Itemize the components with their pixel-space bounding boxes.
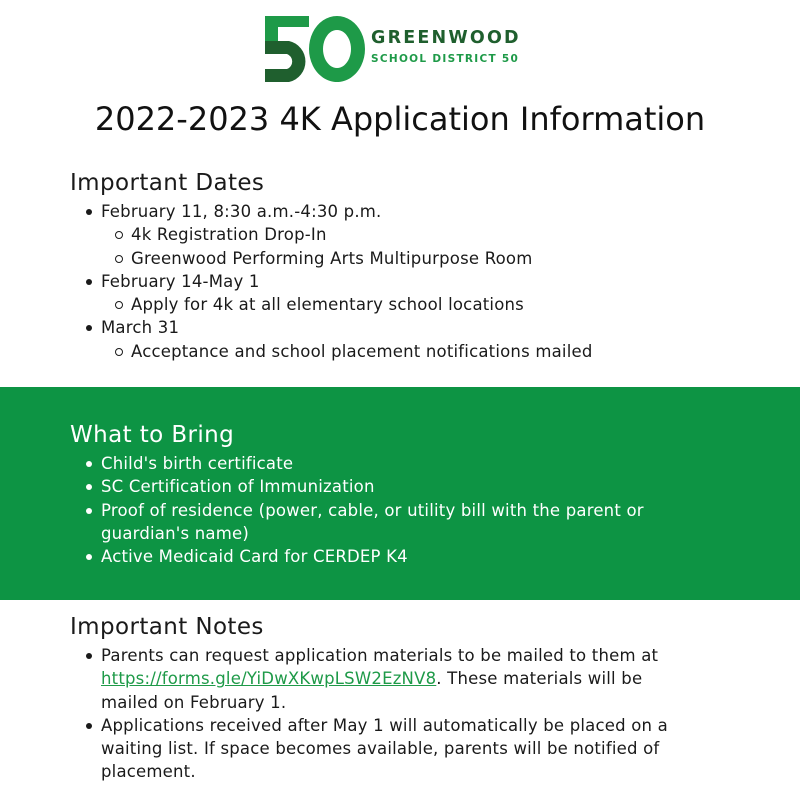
note-text: . These materials will be mailed on February 1.	[101, 669, 643, 712]
note-text: Parents can request application materials to be mailed to them at	[101, 646, 659, 665]
list-item: Proof of residence (power, cable, or utility bill with the parent or guardian's name)	[101, 499, 691, 546]
application-form-link[interactable]: https://forms.gle/YiDwXKwpLSW2EzNV8	[101, 669, 437, 689]
notes-list	[0, 644, 800, 784]
logo-mark-text: 50	[265, 16, 267, 17]
page-title: 2022-2023 4K Application Information	[94, 100, 706, 138]
important-dates-section	[0, 168, 800, 363]
what-to-bring-section	[0, 387, 800, 600]
logo-name: GREENWOOD	[371, 28, 521, 48]
list-item	[101, 270, 800, 317]
important-notes-section	[0, 612, 800, 784]
date-label: February 14-May 1	[101, 271, 260, 291]
important-dates-heading: Important Dates	[70, 170, 265, 196]
list-item: Acceptance and school placement notifications mailed	[131, 340, 800, 363]
list-item: Child's birth certificate	[101, 452, 691, 475]
list-item: 4k Registration Drop-In	[131, 223, 800, 246]
list-item	[101, 644, 701, 714]
list-item: SC Certification of Immunization	[101, 475, 691, 498]
date-label: February 11, 8:30 a.m.-4:30 p.m.	[101, 202, 382, 221]
list-item: Active Medicaid Card for CERDEP K4	[101, 545, 691, 568]
dates-list	[0, 200, 800, 363]
list-item: Greenwood Performing Arts Multipurpose Room	[131, 247, 800, 270]
logo-subtitle: SCHOOL DISTRICT 50	[371, 52, 520, 65]
logo-50-mark	[265, 16, 365, 82]
district-logo	[265, 16, 545, 82]
bring-list	[0, 452, 800, 568]
what-to-bring-heading: What to Bring	[70, 422, 235, 448]
list-item	[101, 316, 800, 363]
list-item: Applications received after May 1 will automatically be placed on a waiting list. If space becomes available, parents will be notified of placement.	[101, 714, 701, 784]
important-notes-heading: Important Notes	[70, 614, 264, 640]
list-item: Apply for 4k at all elementary school locations	[131, 293, 800, 316]
list-item	[101, 200, 800, 270]
date-label: March 31	[101, 318, 180, 338]
